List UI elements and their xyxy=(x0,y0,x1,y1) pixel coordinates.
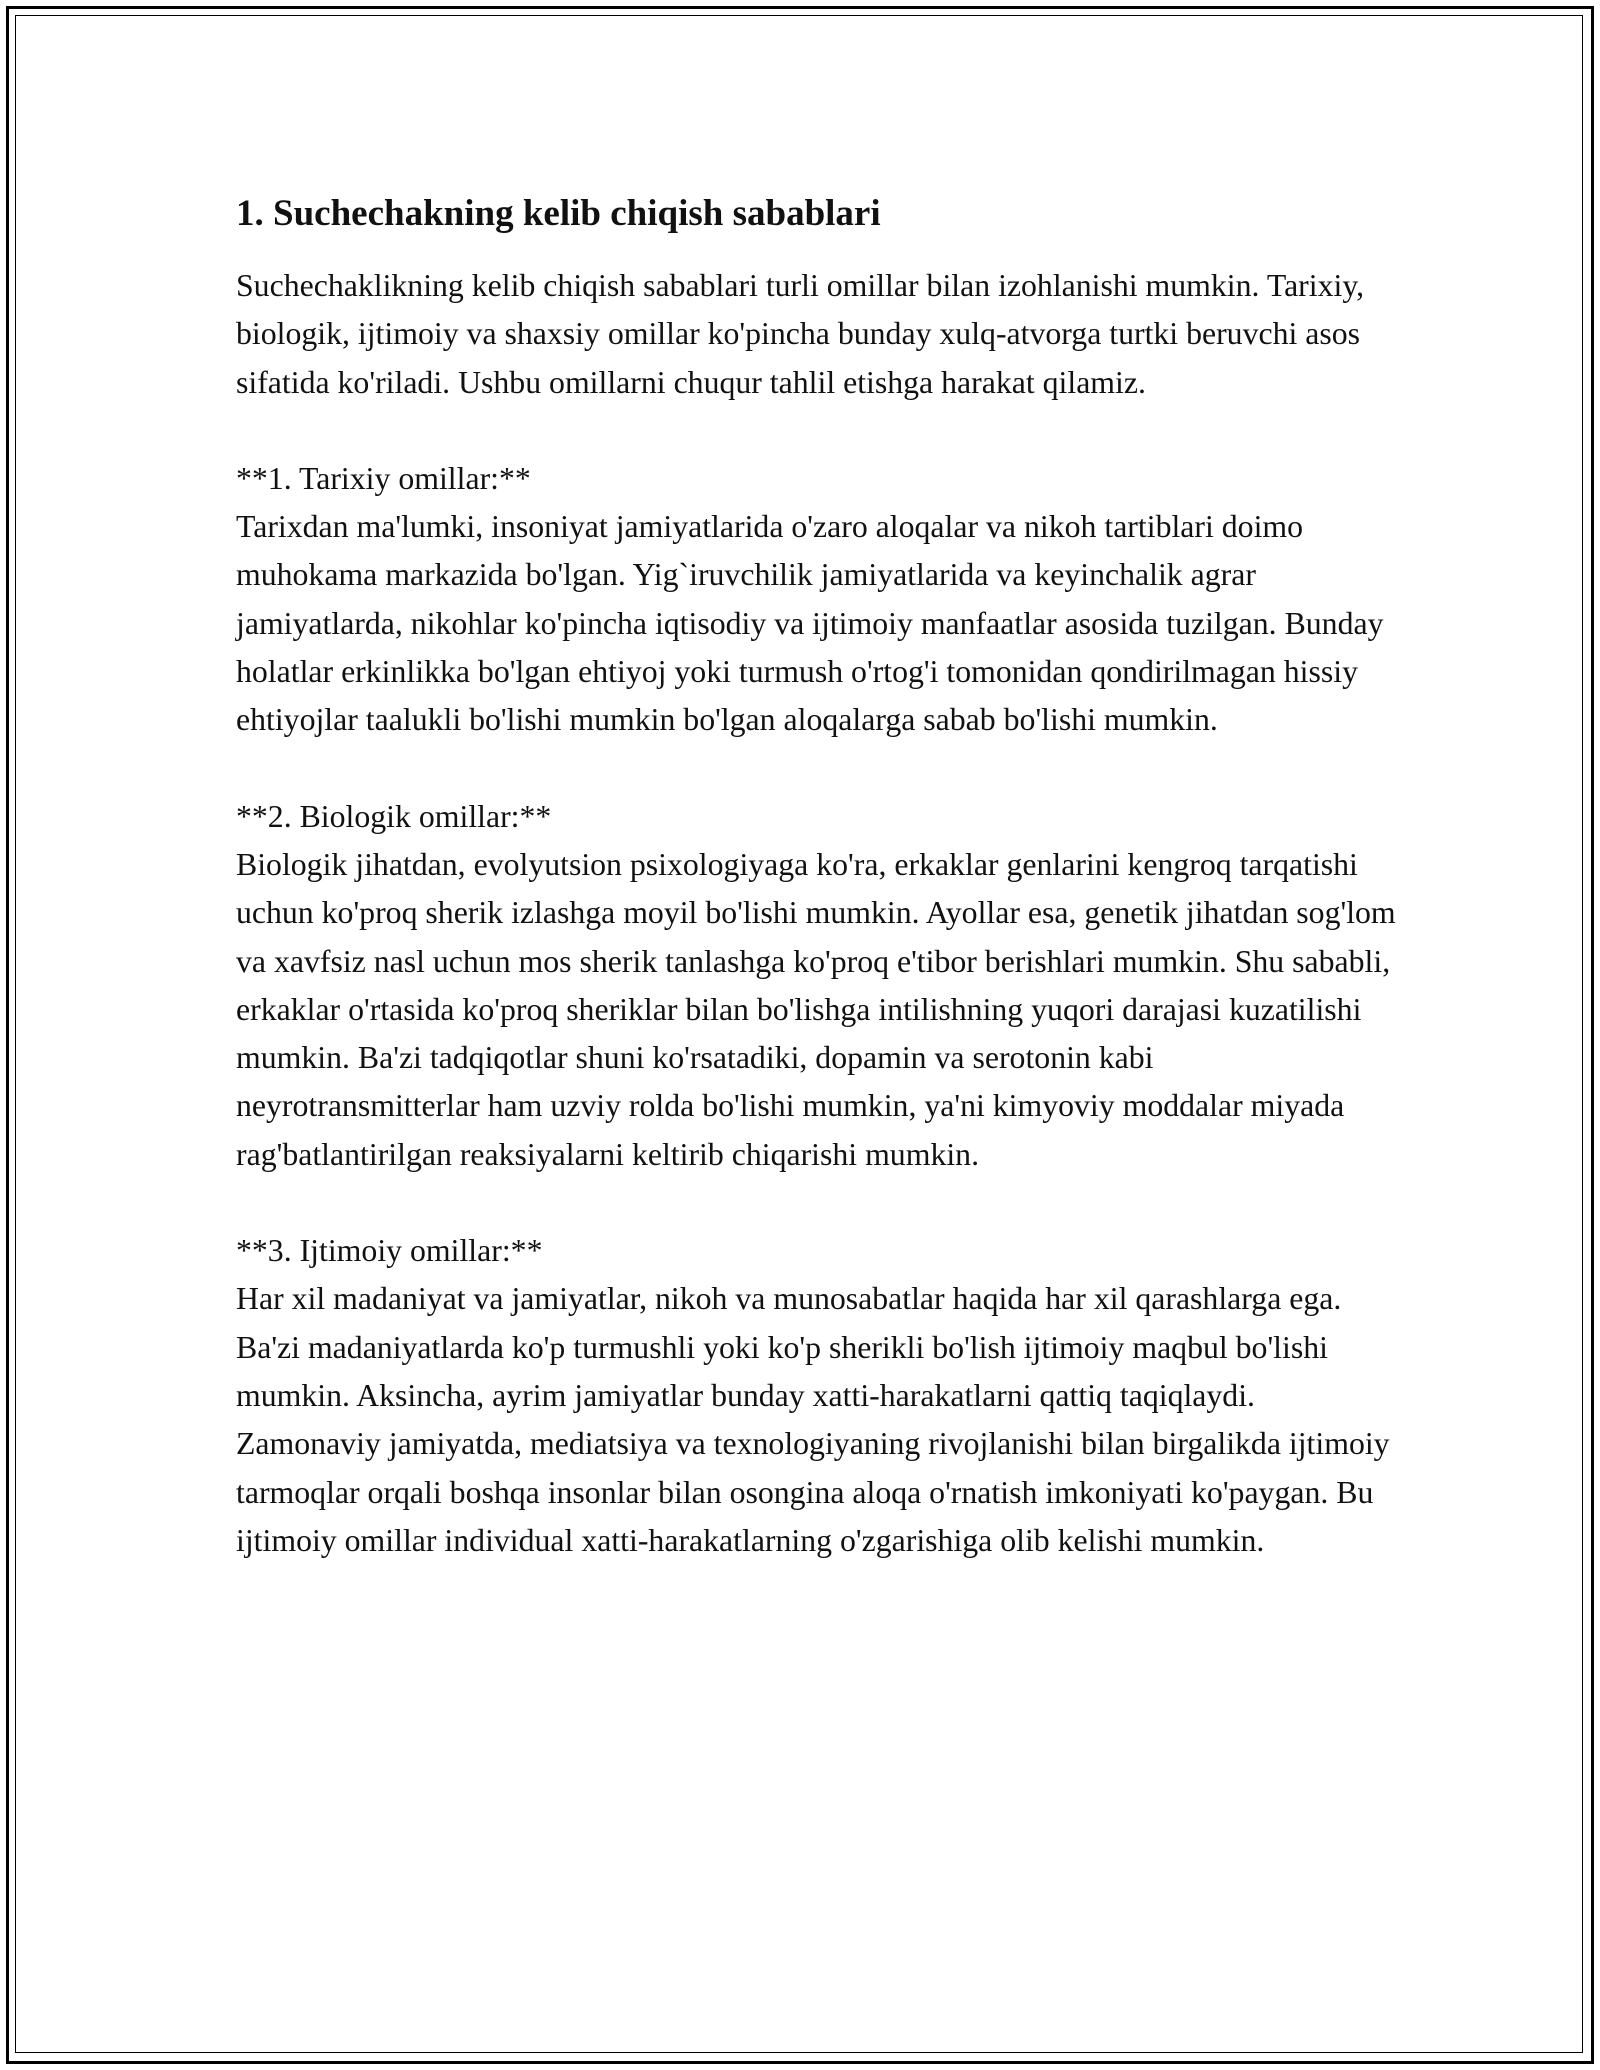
section-label-historical: **1. Tarixiy omillar:** xyxy=(236,460,531,496)
document-body xyxy=(236,186,1404,1565)
intro-paragraph: Suchechaklikning kelib chiqish sabablari turli omillar bilan izohlanishi mumkin. Tarixiy, biologik, ijtimoiy va shaxsiy omillar ko'pincha bunday xulq-atvorga turtki beruvchi asos sifatida ko'riladi. Ushbu omillarni chuqur tahlil etishga harakat qilamiz. xyxy=(236,268,1373,400)
section-text-historical: Tarixdan ma'lumki, insoniyat jamiyatlarida o'zaro aloqalar va nikoh tartiblari doimo muhokama markazida bo'lgan. Yig`iruvchilik jamiyatlarida va keyinchalik agrar jamiyatlarda, nikohlar ko'pincha iqtisodiy va ijtimoiy manfaatlar asosida tuzilgan. Bunday holatlar erkinlikka bo'lgan ehtiyoj yoki turmush o'rtog'i tomonidan qondirilmagan hissiy ehtiyojlar taalukli bo'lishi mumkin bo'lgan aloqalarga sabab bo'lishi mumkin. xyxy=(236,509,1392,738)
section-text-biological: Biologik jihatdan, evolyutsion psixologiyaga ko'ra, erkaklar genlarini kengroq tarqatishi uchun ko'proq sherik izlashga moyil bo'lishi mumkin. Ayollar esa, genetik jihatdan sog'lom va xavfsiz nasl uchun mos sherik tanlashga ko'proq e'tibor berishlari mumkin. Shu sababli, erkaklar o'rtasida ko'proq sheriklar bilan bo'lishga intilishning yuqori darajasi kuzatilishi mumkin. Ba'zi tadqiqotlar shuni ko'rsatadiki, dopamin va serotonin kabi neyrotransmitterlar ham uzviy rolda bo'lishi mumkin, ya'ni kimyoviy moddalar miyada rag'batlantirilgan reaksiyalarni keltirib chiqarishi mumkin. xyxy=(236,846,1404,1172)
paragraph-spacer xyxy=(236,745,1396,793)
paragraph-spacer xyxy=(236,1179,1396,1227)
section-label-social: **3. Ijtimoiy omillar:** xyxy=(236,1233,543,1269)
document-heading: 1. Suchechakning kelib chiqish sabablari xyxy=(236,193,881,234)
section-text-social: Har xil madaniyat va jamiyatlar, nikoh va munosabatlar haqida har xil qarashlarga ega. Ba'zi madaniyatlarda ko'p turmushli yoki ko'p sherikli bo'lish ijtimoiy maqbul bo'lishi mumkin. Aksincha, ayrim jamiyatlar bunday xatti-harakatlarni qattiq taqiqlaydi. Zamonaviy jamiyatda, mediatsiya va texnologiyaning rivojlanishi bilan birgalikda ijtimoiy tarmoqlar orqali boshqa insonlar bilan osongina aloqa o'rnatish imkoniyati ko'paygan. Bu ijtimoiy omillar individual xatti-harakatlarning o'zgarishiga olib kelishi mumkin. xyxy=(236,1281,1398,1558)
paragraph-spacer xyxy=(236,407,1396,455)
section-label-biological: **2. Biologik omillar:** xyxy=(236,798,552,834)
